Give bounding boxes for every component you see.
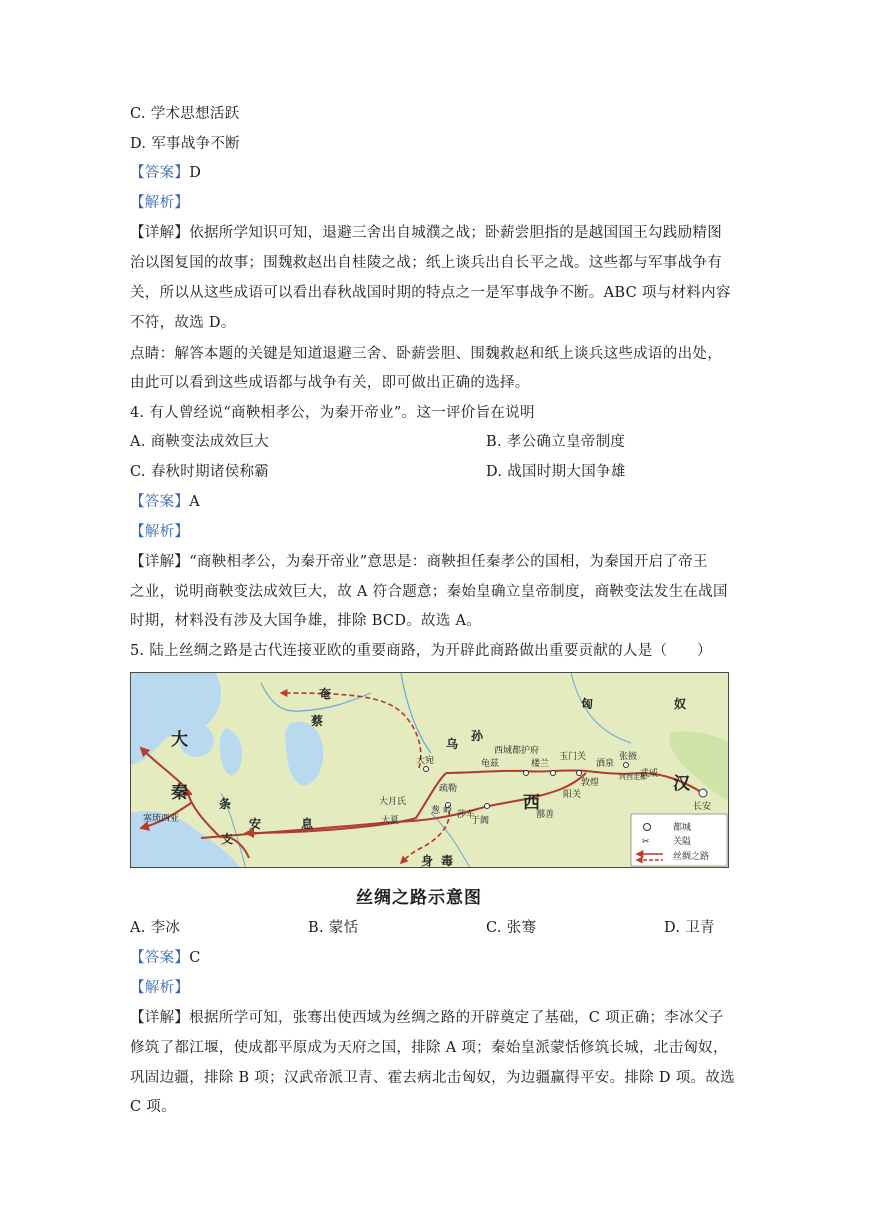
map-label: 大 bbox=[171, 730, 188, 750]
q4-stem: 4. 有人曾经说“商鞅相孝公，为秦开帝业”。这一评价旨在说明 bbox=[130, 405, 535, 421]
q5-detail-line: C 项。 bbox=[130, 1099, 176, 1115]
silk-road-map bbox=[130, 672, 729, 868]
map-label: 匈 bbox=[581, 697, 594, 711]
map-label: 鄯善 bbox=[536, 810, 555, 820]
q3-detail-line bbox=[130, 223, 722, 243]
map-label: 西域都护府 bbox=[494, 746, 540, 756]
map-label: 安 bbox=[249, 817, 262, 831]
legend-label: 关隘 bbox=[673, 837, 692, 847]
q4-option-d: D. 战国时期大国争雄 bbox=[486, 464, 626, 480]
q5-detail-line: 修筑了都江堰，使成都平原成为天府之国，排除 A 项；秦始皇派蒙恬修筑长城，北击匈奴， bbox=[130, 1040, 728, 1056]
capital-changan bbox=[699, 789, 707, 797]
detail-text: “商鞅相孝公，为秦开帝业”意思是：商鞅担任秦孝公的国相，为秦国开启了帝王 bbox=[189, 554, 708, 570]
map-label: 长安 bbox=[693, 802, 712, 812]
q3-answer: D bbox=[189, 165, 202, 181]
map-label: 于阗 bbox=[471, 816, 490, 826]
map-label: 汉 bbox=[673, 774, 690, 794]
map-svg bbox=[131, 673, 729, 868]
map-label: 乌 bbox=[446, 737, 459, 751]
q5-option-b: B. 蒙恬 bbox=[308, 920, 359, 936]
map-label: 疏勒 bbox=[439, 784, 458, 794]
q4-answer-line bbox=[130, 492, 200, 512]
q5-answer: C bbox=[189, 950, 201, 966]
map-label: 息 bbox=[301, 817, 314, 831]
q5-option-c: C. 张骞 bbox=[486, 920, 537, 936]
q5-stem: 5. 陆上丝绸之路是古代连接亚欧的重要商路，为开辟此商路做出重要贡献的人是（ ） bbox=[130, 643, 712, 659]
q4-option-c: C. 春秋时期诸侯称霸 bbox=[130, 464, 270, 480]
detail-tag: 【详解】 bbox=[130, 1010, 190, 1026]
map-label: 酒泉 bbox=[596, 759, 615, 769]
q3-detail-line: 治以图复国的故事；围魏救赵出自桂陵之战；纸上谈兵出自长平之战。这些都与军事战争有 bbox=[130, 255, 722, 271]
map-label: 敦煌 bbox=[581, 778, 600, 788]
map-label: 支 bbox=[221, 832, 234, 846]
answer-tag: 【答案】 bbox=[130, 494, 190, 510]
q5-option-d: D. 卫青 bbox=[664, 920, 715, 936]
answer-tag: 【答案】 bbox=[130, 165, 190, 181]
map-label: 条 bbox=[219, 797, 232, 811]
map-label: 张掖 bbox=[619, 752, 638, 762]
map-label: 孙 bbox=[471, 729, 484, 743]
detail-text: 依据所学知识可知，退避三舍出自城濮之战；卧薪尝胆指的是越国国王勾践励精图 bbox=[189, 225, 722, 241]
map-label: 秦 bbox=[171, 783, 188, 803]
q3-answer-line bbox=[130, 163, 201, 183]
capital-legend-icon bbox=[644, 824, 651, 831]
q5-answer-line bbox=[130, 948, 201, 968]
map-label: 大夏 bbox=[381, 816, 400, 826]
q4-detail-line: 时期，材料没有涉及大国争雄，排除 BCD。故选 A。 bbox=[130, 613, 482, 629]
map-label: 蔡 bbox=[311, 714, 324, 728]
map-label: 毒 bbox=[441, 854, 454, 868]
q3-option-c: C. 学术思想活跃 bbox=[130, 106, 240, 122]
detail-tag: 【详解】 bbox=[130, 554, 190, 570]
q5-option-a: A. 李冰 bbox=[130, 920, 181, 936]
detail-tag: 【详解】 bbox=[130, 225, 190, 241]
q4-option-b: B. 孝公确立皇帝制度 bbox=[486, 434, 626, 450]
detail-text: 根据所学可知，张骞出使西域为丝绸之路的开辟奠定了基础，C 项正确；李冰父子 bbox=[189, 1010, 724, 1026]
q5-analysis-tag: 【解析】 bbox=[130, 980, 190, 996]
map-label: 河西走廊 bbox=[619, 773, 647, 781]
q4-detail-line: 之业，说明商鞅变法成效巨大，故 A 符合题意；秦始皇确立皇帝制度，商鞅变法发生在战国 bbox=[130, 584, 728, 600]
q4-detail-line bbox=[130, 552, 708, 572]
legend-label: 丝绸之路 bbox=[673, 852, 710, 862]
map-label: 阳关 bbox=[563, 790, 582, 800]
q3-analysis-tag: 【解析】 bbox=[130, 195, 190, 211]
q3-comment-line: 点睛：解答本题的关键是知道退避三舍、卧薪尝胆、围魏救赵和纸上谈兵这些成语的出处， bbox=[130, 346, 722, 362]
answer-tag: 【答案】 bbox=[130, 950, 190, 966]
map-label: 大月氏 bbox=[379, 797, 407, 807]
pass-legend-icon: ✂ bbox=[642, 837, 650, 847]
q4-answer: A bbox=[189, 494, 200, 510]
map-legend bbox=[631, 814, 727, 866]
q4-option-a: A. 商鞅变法成效巨大 bbox=[130, 434, 269, 450]
map-label: 玉门关 bbox=[559, 752, 587, 762]
map-label: 塞琉西亚 bbox=[143, 814, 180, 824]
map-caption: 丝绸之路示意图 bbox=[356, 888, 482, 908]
map-label: 身 bbox=[421, 854, 434, 868]
q3-detail-line: 关，所以从这些成语可以看出春秋战国时期的特点之一是军事战争不断。ABC 项与材料内容 bbox=[130, 285, 731, 301]
map-label: 葱 bbox=[431, 806, 441, 816]
map-label: 大宛 bbox=[416, 756, 435, 766]
map-label: 西 bbox=[523, 793, 540, 813]
map-label: 莎车 bbox=[457, 810, 476, 820]
legend-label: 都城 bbox=[673, 823, 692, 833]
map-label: 武威 bbox=[640, 769, 659, 779]
map-label: 奴 bbox=[674, 697, 687, 711]
q3-comment-line: 由此可以看到这些成语都与战争有关，即可做出正确的选择。 bbox=[130, 375, 530, 391]
map-label: 奄 bbox=[319, 687, 332, 701]
map-label: 龟兹 bbox=[481, 759, 500, 769]
q3-option-d: D. 军事战争不断 bbox=[130, 136, 241, 152]
map-label: 岭 bbox=[443, 806, 453, 816]
q3-detail-line: 不符，故选 D。 bbox=[130, 315, 236, 331]
map-label: 楼兰 bbox=[531, 759, 550, 769]
q4-analysis-tag: 【解析】 bbox=[130, 524, 190, 540]
q5-detail-line bbox=[130, 1008, 724, 1028]
q5-detail-line: 巩固边疆，排除 B 项；汉武帝派卫青、霍去病北击匈奴，为边疆赢得平安。排除 D 项。故选 bbox=[130, 1070, 735, 1086]
